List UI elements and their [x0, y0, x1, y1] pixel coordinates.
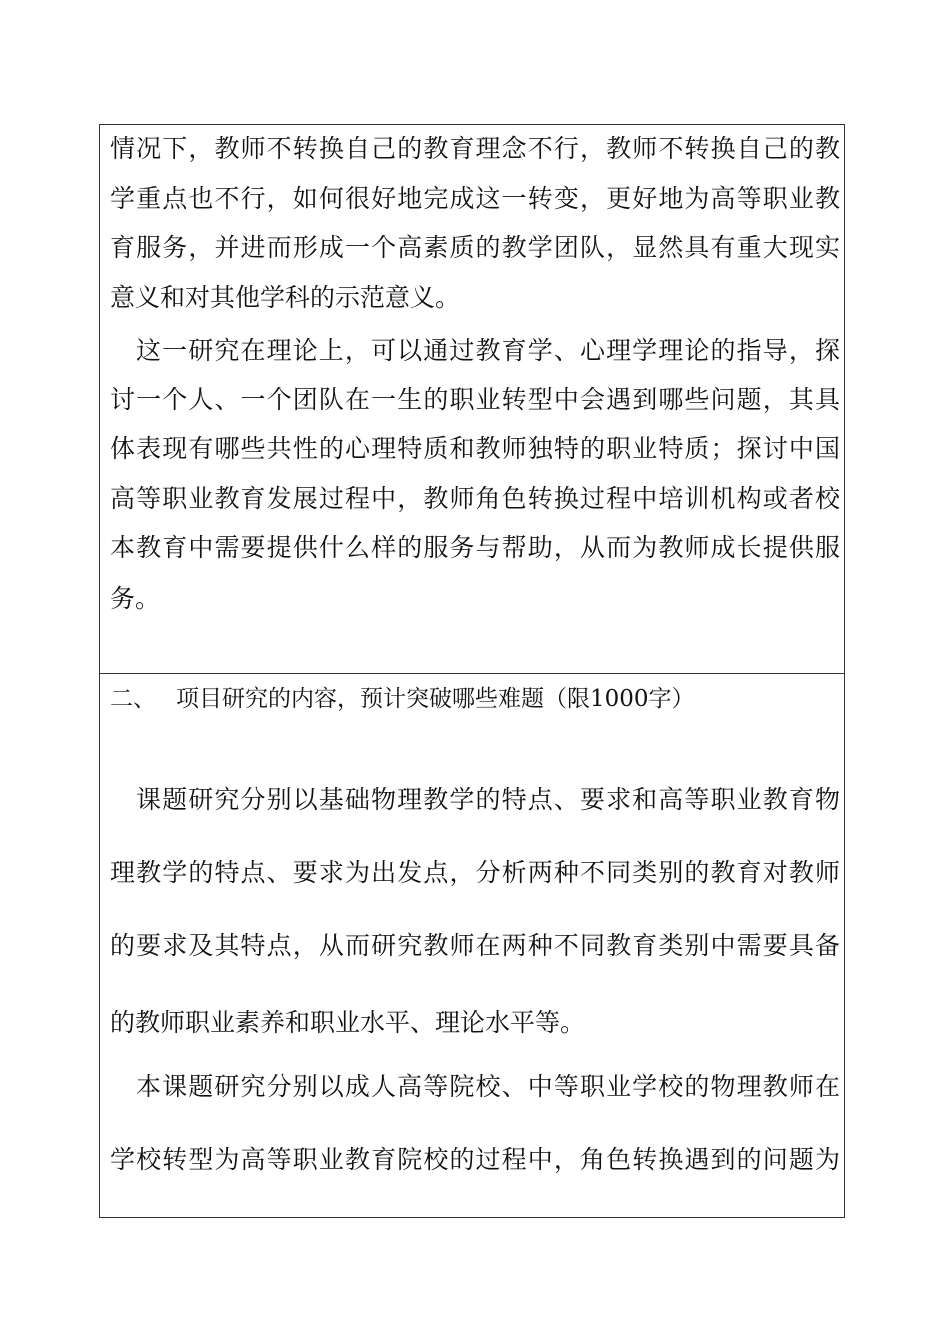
paragraph-line: 意义和对其他学科的示范意义。: [110, 283, 461, 312]
paragraph-line: 本教育中需要提供什么样的服务与帮助，从而为教师成长提供服: [110, 533, 840, 562]
section-title: 项目研究的内容，预计突破哪些难题（限1000字）: [176, 686, 695, 712]
paragraph-line: 讨一个人、一个团队在一生的职业转型中会遇到哪些问题，其具: [110, 385, 840, 414]
paragraph-line: 育服务，并进而形成一个高素质的教学团队，显然具有重大现实: [110, 233, 840, 262]
paragraph-line: 高等职业教育发展过程中，教师角色转换过程中培训机构或者校: [110, 484, 840, 513]
paragraph-line: 的教师职业素养和职业水平、理论水平等。: [110, 1008, 586, 1037]
form-table: [99, 124, 845, 1218]
paragraph-line: 务。: [110, 584, 161, 613]
paragraph-line: 情况下，教师不转换自己的教育理念不行，教师不转换自己的教: [110, 134, 840, 163]
row-divider: [100, 673, 844, 674]
paragraph-line: 体表现有哪些共性的心理特质和教师独特的职业特质；探讨中国: [110, 434, 840, 463]
section-number: 二、: [110, 686, 156, 712]
paragraph-line: 课题研究分别以基础物理教学的特点、要求和高等职业教育物: [136, 785, 840, 814]
paragraph-line: 学重点也不行，如何很好地完成这一转变，更好地为高等职业教: [110, 184, 840, 213]
paragraph-line: 的要求及其特点，从而研究教师在两种不同教育类别中需要具备: [110, 931, 840, 960]
paragraph-line: 这一研究在理论上，可以通过教育学、心理学理论的指导，探: [136, 336, 840, 365]
paragraph-line: 本课题研究分别以成人高等院校、中等职业学校的物理教师在: [136, 1072, 840, 1101]
paragraph-line: 理教学的特点、要求为出发点，分析两种不同类别的教育对教师: [110, 858, 840, 887]
paragraph-line: 学校转型为高等职业教育院校的过程中，角色转换遇到的问题为: [110, 1145, 840, 1174]
section-heading: [110, 685, 840, 713]
